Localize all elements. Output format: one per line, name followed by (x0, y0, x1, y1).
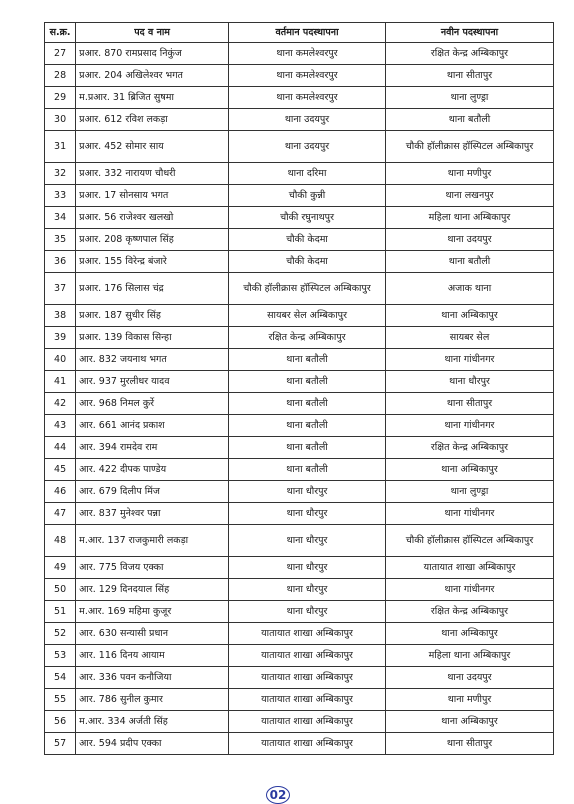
cell-current-posting: चौकी हॉलीक्रास हॉस्पिटल अम्बिकापुर (229, 273, 386, 305)
cell-post-and-name: प्रआर. 870 रामप्रसाद निकुंज (76, 43, 229, 65)
table-row (45, 349, 554, 371)
cell-post-and-name: आर. 679 दिलीप मिंज (76, 481, 229, 503)
cell-new-posting: थाना धौरपुर (385, 371, 553, 393)
cell-current-posting: यातायात शाखा अम्बिकापुर (229, 733, 386, 755)
header-serial-number: स.क्र. (45, 23, 76, 43)
cell-current-posting: सायबर सेल अम्बिकापुर (229, 305, 386, 327)
cell-new-posting: थाना लखनपुर (385, 185, 553, 207)
cell-new-posting: थाना अम्बिकापुर (385, 305, 553, 327)
cell-current-posting: थाना उदयपुर (229, 109, 386, 131)
table-row (45, 393, 554, 415)
cell-current-posting: थाना उदयपुर (229, 131, 386, 163)
cell-serial-number: 49 (45, 557, 76, 579)
table-row (45, 163, 554, 185)
cell-current-posting: यातायात शाखा अम्बिकापुर (229, 667, 386, 689)
table-row (45, 481, 554, 503)
table-body (45, 43, 554, 755)
cell-current-posting: थाना दरिमा (229, 163, 386, 185)
table-row (45, 305, 554, 327)
cell-serial-number: 36 (45, 251, 76, 273)
cell-new-posting: थाना सीतापुर (385, 733, 553, 755)
cell-current-posting: थाना बतौली (229, 437, 386, 459)
table-row (45, 185, 554, 207)
table-row (45, 601, 554, 623)
cell-post-and-name: आर. 937 मुरलीधर यादव (76, 371, 229, 393)
cell-serial-number: 34 (45, 207, 76, 229)
cell-post-and-name: प्रआर. 176 सिलास चंद्र (76, 273, 229, 305)
table-row (45, 579, 554, 601)
cell-current-posting: यातायात शाखा अम्बिकापुर (229, 689, 386, 711)
table-row (45, 109, 554, 131)
table-row (45, 327, 554, 349)
cell-post-and-name: आर. 336 पवन कनौजिया (76, 667, 229, 689)
table-header-row (45, 23, 554, 43)
cell-serial-number: 53 (45, 645, 76, 667)
table-row (45, 689, 554, 711)
table-row (45, 371, 554, 393)
cell-serial-number: 40 (45, 349, 76, 371)
cell-new-posting: थाना लुण्ड्रा (385, 87, 553, 109)
cell-serial-number: 56 (45, 711, 76, 733)
cell-serial-number: 42 (45, 393, 76, 415)
cell-current-posting: चौकी रघुनाथपुर (229, 207, 386, 229)
cell-current-posting: थाना धौरपुर (229, 503, 386, 525)
cell-post-and-name: प्रआर. 452 सोमार साय (76, 131, 229, 163)
cell-serial-number: 35 (45, 229, 76, 251)
cell-new-posting: थाना गांधीनगर (385, 503, 553, 525)
cell-current-posting: थाना बतौली (229, 393, 386, 415)
cell-new-posting: थाना बतौली (385, 109, 553, 131)
cell-current-posting: थाना धौरपुर (229, 525, 386, 557)
page-number: 02 (266, 786, 290, 804)
cell-post-and-name: प्रआर. 155 विरेन्द्र बंजारे (76, 251, 229, 273)
table-row (45, 459, 554, 481)
table-row (45, 645, 554, 667)
cell-post-and-name: आर. 837 मुनेश्वर पन्ना (76, 503, 229, 525)
cell-post-and-name: प्रआर. 187 सुधीर सिंह (76, 305, 229, 327)
cell-current-posting: चौकी केदमा (229, 251, 386, 273)
cell-new-posting: सायबर सेल (385, 327, 553, 349)
cell-new-posting: थाना अम्बिकापुर (385, 711, 553, 733)
table-row (45, 251, 554, 273)
cell-current-posting: चौकी कुन्नी (229, 185, 386, 207)
cell-new-posting: महिला थाना अम्बिकापुर (385, 645, 553, 667)
table-row (45, 65, 554, 87)
cell-current-posting: यातायात शाखा अम्बिकापुर (229, 645, 386, 667)
cell-serial-number: 57 (45, 733, 76, 755)
cell-post-and-name: प्रआर. 208 कृष्णपाल सिंह (76, 229, 229, 251)
table-row (45, 623, 554, 645)
cell-new-posting: थाना अम्बिकापुर (385, 459, 553, 481)
cell-new-posting: थाना गांधीनगर (385, 579, 553, 601)
cell-post-and-name: म.आर. 137 राजकुमारी लकड़ा (76, 525, 229, 557)
header-current-posting: वर्तमान पदस्थापना (229, 23, 386, 43)
cell-post-and-name: प्रआर. 17 सोनसाय भगत (76, 185, 229, 207)
cell-post-and-name: प्रआर. 612 रविश लकड़ा (76, 109, 229, 131)
cell-serial-number: 46 (45, 481, 76, 503)
cell-new-posting: थाना लुण्ड्रा (385, 481, 553, 503)
cell-post-and-name: आर. 786 सुनील कुमार (76, 689, 229, 711)
table-row (45, 415, 554, 437)
cell-post-and-name: आर. 630 सन्यासी प्रधान (76, 623, 229, 645)
cell-post-and-name: आर. 832 जयनाथ भगत (76, 349, 229, 371)
cell-new-posting: रक्षित केन्द्र अम्बिकापुर (385, 437, 553, 459)
cell-new-posting: थाना मणीपुर (385, 689, 553, 711)
cell-serial-number: 52 (45, 623, 76, 645)
cell-new-posting: चौकी हॉलीक्रास हॉस्पिटल अम्बिकापुर (385, 525, 553, 557)
cell-serial-number: 51 (45, 601, 76, 623)
cell-serial-number: 38 (45, 305, 76, 327)
cell-current-posting: थाना धौरपुर (229, 557, 386, 579)
cell-new-posting: यातायात शाखा अम्बिकापुर (385, 557, 553, 579)
cell-new-posting: थाना अम्बिकापुर (385, 623, 553, 645)
cell-serial-number: 55 (45, 689, 76, 711)
cell-serial-number: 31 (45, 131, 76, 163)
table-row (45, 525, 554, 557)
header-new-posting: नवीन पदस्थापना (385, 23, 553, 43)
cell-serial-number: 44 (45, 437, 76, 459)
cell-post-and-name: आर. 775 विजय एक्का (76, 557, 229, 579)
cell-serial-number: 45 (45, 459, 76, 481)
cell-serial-number: 54 (45, 667, 76, 689)
cell-current-posting: चौकी केदमा (229, 229, 386, 251)
cell-new-posting: थाना उदयपुर (385, 229, 553, 251)
cell-new-posting: थाना बतौली (385, 251, 553, 273)
table-row (45, 273, 554, 305)
cell-current-posting: थाना बतौली (229, 371, 386, 393)
cell-post-and-name: आर. 422 दीपक पाण्डेय (76, 459, 229, 481)
cell-current-posting: थाना कमलेश्वरपुर (229, 43, 386, 65)
cell-post-and-name: म.आर. 334 अर्जती सिंह (76, 711, 229, 733)
cell-serial-number: 48 (45, 525, 76, 557)
cell-serial-number: 39 (45, 327, 76, 349)
cell-serial-number: 50 (45, 579, 76, 601)
table-row (45, 229, 554, 251)
cell-current-posting: थाना कमलेश्वरपुर (229, 65, 386, 87)
cell-post-and-name: आर. 116 दिनय आयाम (76, 645, 229, 667)
cell-current-posting: थाना बतौली (229, 459, 386, 481)
cell-current-posting: रक्षित केन्द्र अम्बिकापुर (229, 327, 386, 349)
table-row (45, 711, 554, 733)
cell-serial-number: 43 (45, 415, 76, 437)
table-row (45, 131, 554, 163)
cell-serial-number: 30 (45, 109, 76, 131)
cell-new-posting: रक्षित केन्द्र अम्बिकापुर (385, 43, 553, 65)
table-row (45, 87, 554, 109)
cell-post-and-name: प्रआर. 204 अखिलेश्वर भगत (76, 65, 229, 87)
cell-post-and-name: आर. 129 दिनदयाल सिंह (76, 579, 229, 601)
cell-serial-number: 37 (45, 273, 76, 305)
cell-new-posting: अजाक थाना (385, 273, 553, 305)
cell-current-posting: थाना धौरपुर (229, 601, 386, 623)
cell-post-and-name: आर. 661 आनंद प्रकाश (76, 415, 229, 437)
table-row (45, 503, 554, 525)
cell-new-posting: महिला थाना अम्बिकापुर (385, 207, 553, 229)
cell-new-posting: थाना गांधीनगर (385, 349, 553, 371)
cell-post-and-name: प्रआर. 139 विकास सिन्हा (76, 327, 229, 349)
cell-serial-number: 27 (45, 43, 76, 65)
cell-current-posting: थाना धौरपुर (229, 579, 386, 601)
transfer-table (44, 22, 554, 755)
cell-serial-number: 28 (45, 65, 76, 87)
cell-new-posting: थाना सीतापुर (385, 65, 553, 87)
cell-serial-number: 33 (45, 185, 76, 207)
cell-post-and-name: प्रआर. 56 राजेश्वर खलखो (76, 207, 229, 229)
cell-current-posting: थाना बतौली (229, 349, 386, 371)
table-row (45, 437, 554, 459)
table-row (45, 557, 554, 579)
cell-serial-number: 47 (45, 503, 76, 525)
table-row (45, 207, 554, 229)
table-row (45, 733, 554, 755)
cell-current-posting: यातायात शाखा अम्बिकापुर (229, 711, 386, 733)
header-post-and-name: पद व नाम (76, 23, 229, 43)
cell-post-and-name: म.आर. 169 महिमा कुजूर (76, 601, 229, 623)
cell-post-and-name: आर. 394 रामदेव राम (76, 437, 229, 459)
cell-current-posting: थाना बतौली (229, 415, 386, 437)
cell-current-posting: थाना धौरपुर (229, 481, 386, 503)
cell-new-posting: थाना मणीपुर (385, 163, 553, 185)
cell-new-posting: चौकी हॉलीक्रास हॉस्पिटल अम्बिकापुर (385, 131, 553, 163)
cell-new-posting: थाना उदयपुर (385, 667, 553, 689)
cell-serial-number: 32 (45, 163, 76, 185)
cell-post-and-name: आर. 968 निमल कुर्रे (76, 393, 229, 415)
cell-post-and-name: म.प्रआर. 31 ब्रिजित सुषमा (76, 87, 229, 109)
cell-new-posting: थाना गांधीनगर (385, 415, 553, 437)
cell-serial-number: 29 (45, 87, 76, 109)
table-row (45, 667, 554, 689)
cell-post-and-name: प्रआर. 332 नारायण चौधरी (76, 163, 229, 185)
cell-new-posting: थाना सीतापुर (385, 393, 553, 415)
cell-post-and-name: आर. 594 प्रदीप एक्का (76, 733, 229, 755)
table-row (45, 43, 554, 65)
cell-current-posting: यातायात शाखा अम्बिकापुर (229, 623, 386, 645)
cell-new-posting: रक्षित केन्द्र अम्बिकापुर (385, 601, 553, 623)
cell-current-posting: थाना कमलेश्वरपुर (229, 87, 386, 109)
cell-serial-number: 41 (45, 371, 76, 393)
